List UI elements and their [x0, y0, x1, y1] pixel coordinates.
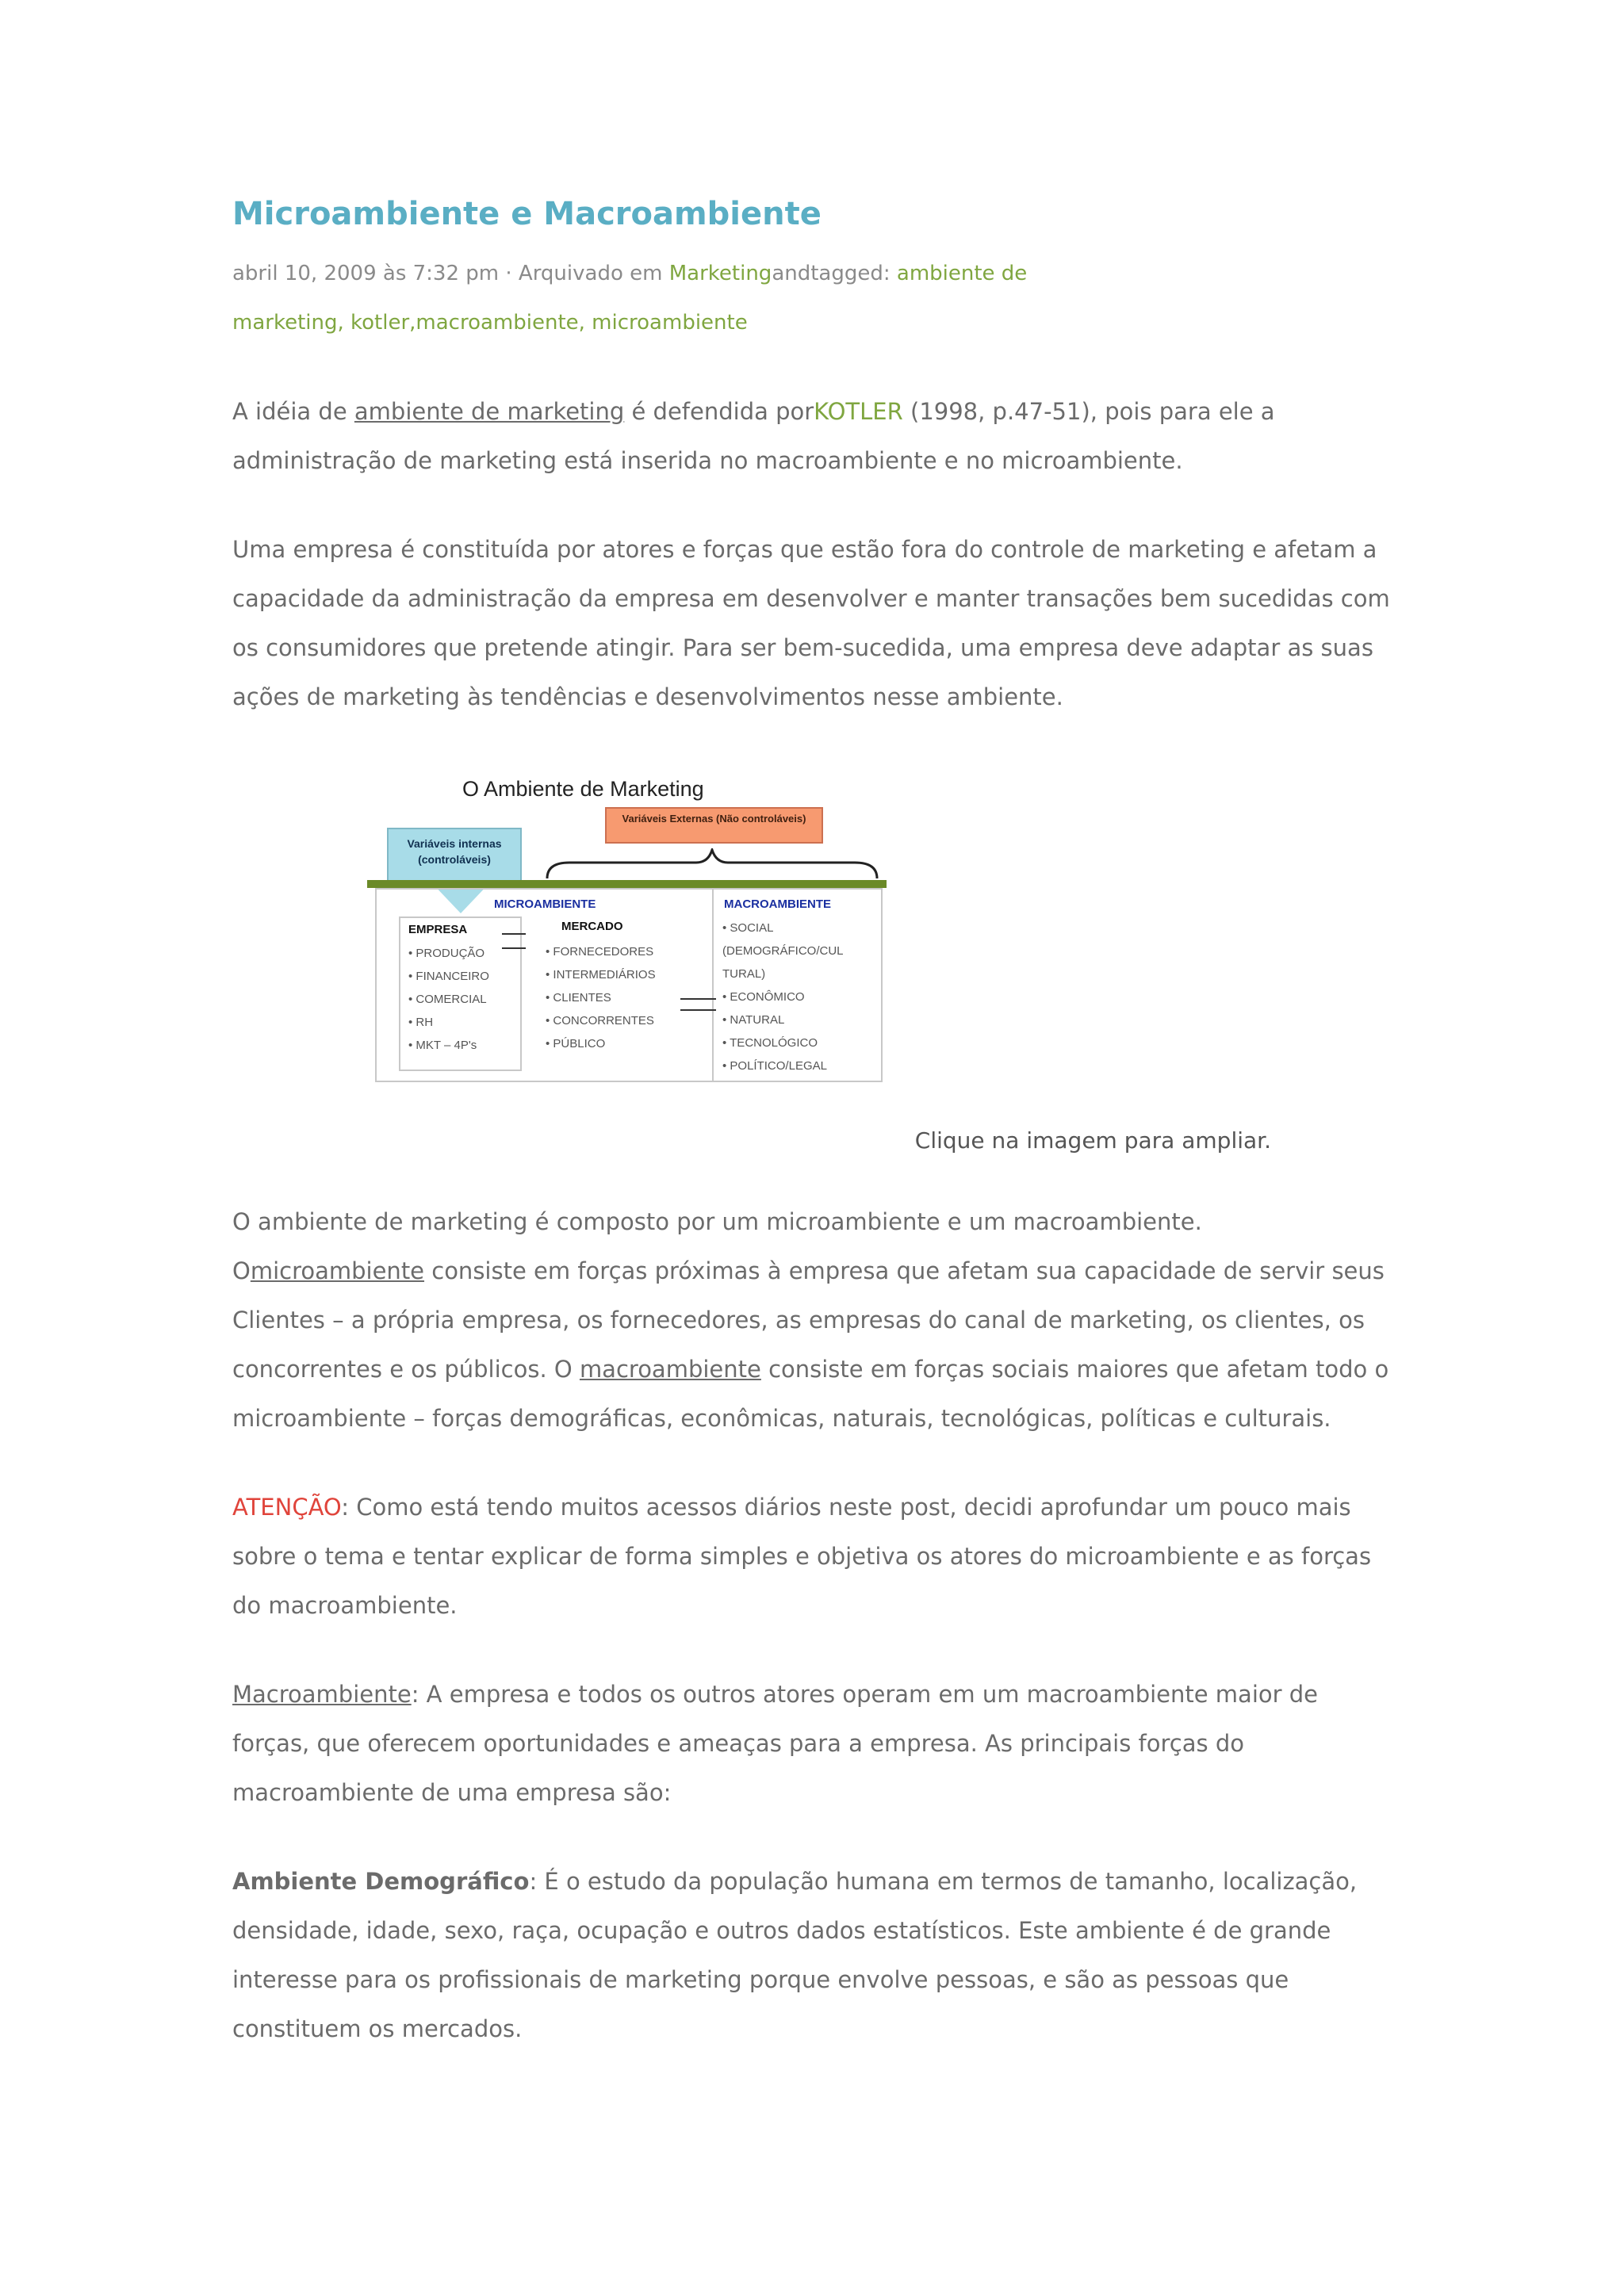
brace-shape — [546, 848, 879, 880]
mercado-list: • FORNECEDORES • INTERMEDIÁRIOS • CLIENTES • CONCORRENTES • PÚBLICO — [546, 945, 656, 1050]
internal-variables-box: Variáveis internas (controláveis) — [387, 828, 522, 882]
micro-heading: MICROAMBIENTE — [494, 897, 596, 911]
kotler-link[interactable]: KOTLER — [814, 398, 903, 425]
empresa-heading: EMPRESA — [408, 923, 468, 936]
filed-label: Arquivado em — [518, 262, 669, 285]
macroambiente-link[interactable]: macroambiente — [579, 1356, 761, 1383]
empresa-list: • PRODUÇÃO • FINANCEIRO • COMERCIAL • RH • MKT – 4P's — [408, 947, 489, 1052]
figure-title: O Ambiente de Marketing — [462, 777, 704, 801]
demografico-heading: Ambiente Demográfico — [232, 1868, 530, 1895]
mercado-heading: MERCADO — [561, 920, 623, 933]
macro-list: • SOCIAL (DEMOGRÁFICO/CUL TURAL) • ECONÔMICO • NATURAL • TECNOLÓGICO • POLÍTICO/LEGAL — [722, 921, 844, 1073]
post — [232, 190, 1398, 2053]
figure-arrows — [502, 920, 740, 1047]
atencao-label: ATENÇÃO — [232, 1494, 342, 1521]
paragraph-atencao: ATENÇÃO: Como está tendo muitos acessos diários neste post, decidi aprofundar um pouco mais sobre o tema e tentar explicar de forma simples e objetiva os atores do microambiente e as forças do macroambiente. — [232, 1494, 1372, 1619]
paragraph-ambiente: O ambiente de marketing é composto por um microambiente e um macroambiente. Omicroambiente consiste em forças próximas à empresa que afetam sua capacidade de servir seus Clientes – a própria empresa, os fornecedores, as empresas do canal de marketing, os clientes, os concorrentes e os públicos. O macroambiente consiste em forças sociais maiores que afetam todo o microambiente – forças demográficas, econômicas, naturais, tecnológicas, políticas e culturais. — [232, 1208, 1389, 1432]
category-link[interactable]: Marketing — [668, 262, 772, 285]
post-title[interactable]: Microambiente e Macroambiente — [232, 196, 822, 232]
tag-link-macro-micro[interactable]: ,macroambiente, microambiente — [409, 311, 748, 335]
external-variables-box: Variáveis Externas (Não controláveis) — [605, 807, 823, 844]
paragraph-intro: A idéia de ambiente de marketing é defendida porKOTLER (1998, p.47-51), pois para ele a administração de marketing está inserida no macroambiente e no microambiente. — [232, 398, 1275, 474]
environment-bar — [367, 880, 887, 888]
paragraph-macroambiente: Macroambiente: A empresa e todos os outros atores operam em um macroambiente maior de forças, que oferecem oportunidades e ameaças para a empresa. As principais forças do macroambiente de uma empresa são: — [232, 1681, 1319, 1806]
paragraph-empresa: Uma empresa é constituída por atores e forças que estão fora do controle de marketing e afetam a capacidade da administração da empresa em desenvolver e manter transações bem sucedidas com os consumidores que pretende atingir. Para ser bem-sucedida, uma empresa deve adaptar as suas ações de marketing às tendências e desenvolvimentos nesse ambiente. — [232, 536, 1390, 710]
tag-link-kotler[interactable]: marketing, kotler — [232, 311, 410, 335]
macro-heading: MACROAMBIENTE — [724, 897, 831, 911]
marketing-environment-figure[interactable] — [232, 761, 1398, 1165]
ambiente-marketing-link[interactable]: ambiente de marketing — [354, 398, 625, 425]
tagged-label: andtagged: — [772, 262, 897, 285]
microambiente-link[interactable]: microambiente — [250, 1257, 425, 1284]
meta-separator: · — [499, 262, 519, 285]
figure-caption[interactable]: Clique na imagem para ampliar. — [914, 1127, 1271, 1154]
post-date: abril 10, 2009 às 7:32 pm — [232, 262, 500, 285]
post-meta — [232, 249, 1398, 347]
macroambiente-heading: Macroambiente — [232, 1681, 412, 1708]
tag-link-ambiente[interactable]: ambiente de — [896, 262, 1028, 285]
paragraph-demografico: Ambiente Demográfico: É o estudo da população humana em termos de tamanho, localização, densidade, idade, sexo, raça, ocupação e outros dados estatísticos. Este ambiente é de grande interesse para os profissionais de marketing porque envolve pessoas, e são as pessoas que constituem os mercados. — [232, 1868, 1358, 2042]
